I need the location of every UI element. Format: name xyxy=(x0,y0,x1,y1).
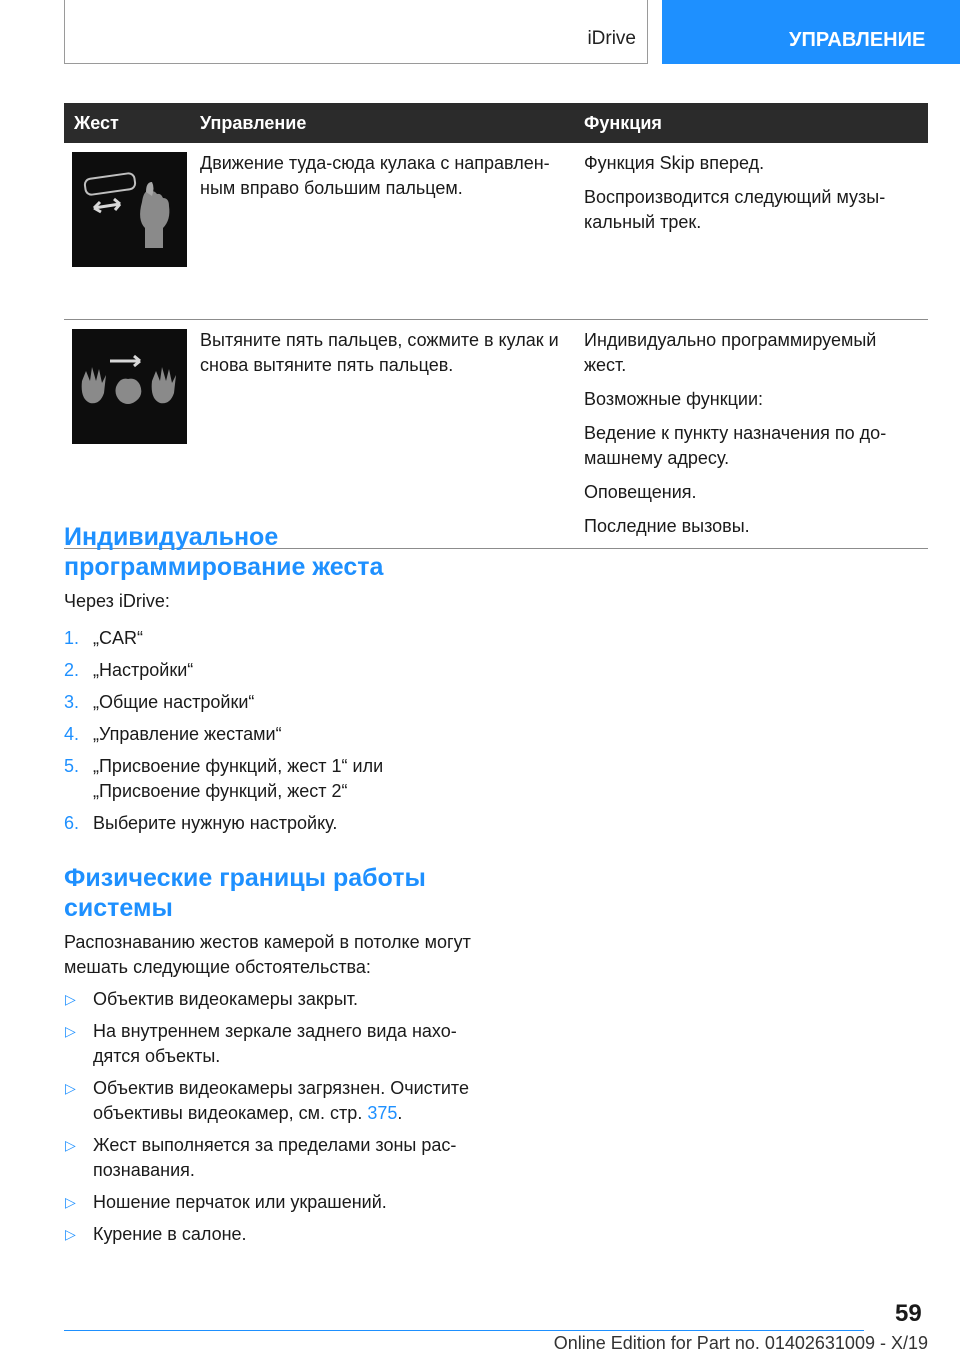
list-item xyxy=(64,811,484,836)
bullet-text: Курение в салоне. xyxy=(93,1224,247,1244)
fist-left-right-gesture-image xyxy=(72,152,187,267)
step-text: „Общие настройки“ xyxy=(93,692,255,712)
table-cell-function xyxy=(574,143,928,319)
step-number: 2. xyxy=(64,660,80,680)
list-item xyxy=(64,754,484,804)
function-line: Индивидуально программируемый жест. xyxy=(584,329,877,375)
section-intro: Через iDrive: xyxy=(64,591,170,611)
bullet-text: Ношение перчаток или украшений. xyxy=(93,1192,387,1212)
triangle-bullet-icon: ▷ xyxy=(65,1023,76,1039)
list-item xyxy=(64,1133,484,1183)
triangle-bullet-icon: ▷ xyxy=(65,991,76,1007)
table-cell-control: Вытяните пять пальцев, сожмите в кулак и снова вытяните пять пальцев. xyxy=(190,319,574,548)
list-item xyxy=(64,1190,484,1215)
bullet-text: На внутреннем зеркале заднего вида находятся объекты. xyxy=(93,1021,457,1066)
function-line: Возможные функции: xyxy=(584,388,764,409)
list-item xyxy=(64,1222,484,1247)
section-heading-programming: Индивидуальное программирование жеста xyxy=(64,523,384,581)
function-line: Воспроизводится следующий музыкальный трек. xyxy=(584,187,886,232)
list-item xyxy=(64,1019,484,1069)
column-header-function: Функция xyxy=(574,103,928,143)
step-number: 5. xyxy=(64,756,80,776)
footer-divider xyxy=(64,1330,864,1331)
section-intro: Распознаванию жестов камерой в потолке могут мешать следующие обстоятельства: xyxy=(64,932,471,977)
page-reference-link[interactable]: 375 xyxy=(367,1103,398,1123)
table-row xyxy=(64,319,928,548)
triangle-bullet-icon: ▷ xyxy=(65,1137,76,1153)
header-chapter-tab: УПРАВЛЕНИЕ xyxy=(662,0,960,64)
step-number: 4. xyxy=(64,724,80,744)
step-text: „Управление жестами“ xyxy=(93,724,282,744)
open-close-open-hand-gesture-image xyxy=(72,329,187,444)
triangle-bullet-icon: ▷ xyxy=(65,1226,76,1242)
header-section-label: iDrive xyxy=(587,28,636,49)
list-item xyxy=(64,658,484,683)
table-cell-control: Движение туда-сюда кулака с направленным вправо большим пальцем. xyxy=(190,143,574,319)
step-number: 1. xyxy=(64,628,80,648)
step-text: Выберите нужную настройку. xyxy=(93,813,338,833)
header-frame xyxy=(64,0,648,64)
table-cell-function xyxy=(574,319,928,548)
function-line: Последние вызовы. xyxy=(584,515,750,536)
steps-list xyxy=(64,626,484,843)
table-row xyxy=(64,143,928,319)
bullet-text-end: . xyxy=(397,1103,403,1123)
column-header-gesture: Жест xyxy=(64,103,190,143)
function-line: Оповещения. xyxy=(584,481,697,502)
bullet-text: Жест выполняется за пределами зоны распознавания. xyxy=(93,1135,457,1180)
step-text: „Присвоение функций, жест 1“ или „Присвоение функций, жест 2“ xyxy=(93,756,384,801)
list-item xyxy=(64,1076,484,1126)
list-item xyxy=(64,690,484,715)
table-header-row xyxy=(64,103,928,143)
footer-edition-text: Online Edition for Part no. 01402631009 - X/19 xyxy=(553,1333,928,1353)
bullet-text: Объектив видеокамеры закрыт. xyxy=(93,989,359,1009)
step-number: 6. xyxy=(64,813,80,833)
triangle-bullet-icon: ▷ xyxy=(65,1080,76,1096)
list-item xyxy=(64,722,484,747)
list-item xyxy=(64,626,484,651)
limits-list xyxy=(64,987,484,1254)
page-number: 59 xyxy=(895,1300,922,1327)
function-line: Ведение к пункту назначения по домашнему адресу. xyxy=(584,422,887,468)
function-line: Функция Skip вперед. xyxy=(584,153,765,173)
step-text: „CAR“ xyxy=(93,628,143,648)
bullet-text: Объектив видеокамеры загрязнен. Очистите объективы видеокамер, см. стр. xyxy=(93,1078,469,1123)
step-text: „Настройки“ xyxy=(93,660,194,680)
column-header-control: Управление xyxy=(190,103,574,143)
triangle-bullet-icon: ▷ xyxy=(65,1194,76,1210)
step-number: 3. xyxy=(64,692,80,712)
section-heading-limits: Физические границы работы системы xyxy=(64,864,426,922)
list-item xyxy=(64,987,484,1012)
gesture-table xyxy=(64,103,928,549)
